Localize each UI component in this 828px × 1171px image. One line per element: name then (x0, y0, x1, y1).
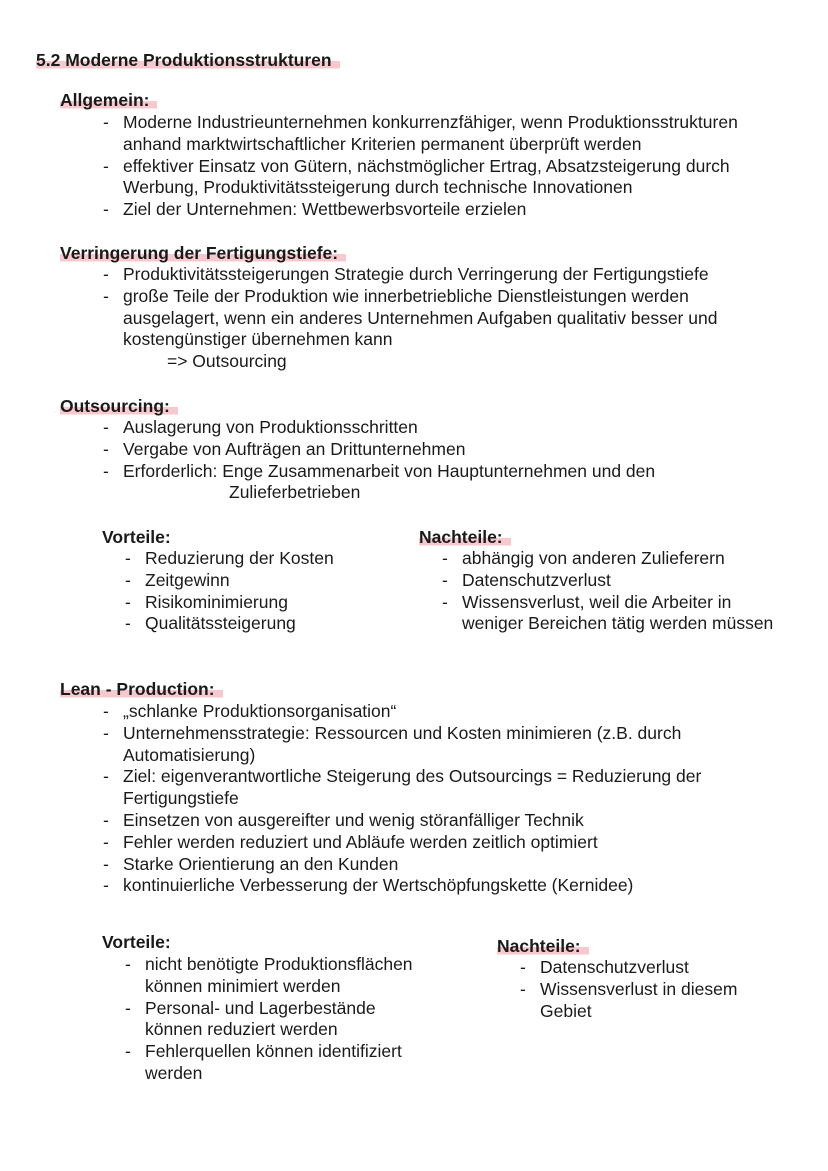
fertigung-list (101, 264, 801, 351)
list-item: - Moderne Industrieunternehmen konkurrenzfähiger, wenn Produktionsstrukturen anhand marktwirtschaftlicher Kriterien permanent überprüft werden (101, 112, 801, 156)
list-item: - Zeitgewinn (123, 570, 403, 592)
outsourcing-nachteile-heading: Nachteile: (419, 527, 511, 549)
list-item: - große Teile der Produktion wie innerbetriebliche Dienstleistungen werden ausgelagert, wenn ein anderes Unternehmen Aufgaben qualitativ besser und kostengünstiger übernehmen kann (101, 286, 801, 351)
list-item: - Fehler werden reduziert und Abläufe werden zeitlich optimiert (101, 832, 801, 854)
list-item: - Fehlerquellen können identifiziert werden (123, 1041, 453, 1085)
outsourcing-nachteile-list (440, 548, 820, 635)
lean-list (101, 701, 801, 897)
lean-vorteile-list (123, 954, 453, 1085)
list-item: - Erforderlich: Enge Zusammenarbeit von Hauptunternehmen und den (101, 461, 801, 483)
list-item: - Reduzierung der Kosten (123, 548, 403, 570)
outsourcing-arrow-note: => Outsourcing (167, 351, 287, 371)
lean-nachteile-list (518, 957, 808, 1022)
allgemein-list (101, 112, 801, 221)
list-item: - Starke Orientierung an den Kunden (101, 854, 801, 876)
outsourcing-list (101, 417, 801, 482)
list-item: - Wissensverlust in diesem Gebiet (518, 979, 808, 1023)
section-allgemein-heading: Allgemein: (60, 90, 157, 112)
list-item: - Unternehmensstrategie: Ressourcen und Kosten minimieren (z.B. durch Automatisierung) (101, 723, 801, 767)
list-item: - Datenschutzverlust (440, 570, 820, 592)
list-item: - Datenschutzverlust (518, 957, 808, 979)
list-item: - kontinuierliche Verbesserung der Wertschöpfungskette (Kernidee) (101, 875, 801, 897)
list-item: - nicht benötigte Produktionsflächen können minimiert werden (123, 954, 453, 998)
list-item: - effektiver Einsatz von Gütern, nächstmöglicher Ertrag, Absatzsteigerung durch Werbung, Produktivitätssteigerung durch technische Innovationen (101, 156, 801, 200)
section-fertigung-heading: Verringerung der Fertigungstiefe: (60, 243, 346, 265)
list-item: - Einsetzen von ausgereifter und wenig störanfälliger Technik (101, 810, 801, 832)
list-item: - Qualitätssteigerung (123, 613, 403, 635)
outsourcing-continuation: Zulieferbetrieben (229, 482, 361, 502)
list-item: - Vergabe von Aufträgen an Drittunternehmen (101, 439, 801, 461)
outsourcing-vorteile-heading: Vorteile: (102, 527, 171, 547)
list-item: - abhängig von anderen Zulieferern (440, 548, 820, 570)
page-title: 5.2 Moderne Produktionsstrukturen (36, 50, 340, 72)
outsourcing-vorteile-list (123, 548, 403, 635)
list-item: - Ziel: eigenverantwortliche Steigerung des Outsourcings = Reduzierung der Fertigungstiefe (101, 766, 801, 810)
list-item: - Produktivitätssteigerungen Strategie durch Verringerung der Fertigungstiefe (101, 264, 801, 286)
lean-nachteile-heading: Nachteile: (497, 936, 589, 958)
list-item: - „schlanke Produktionsorganisation“ (101, 701, 801, 723)
list-item: - Risikominimierung (123, 592, 403, 614)
lean-vorteile-heading: Vorteile: (102, 932, 171, 952)
list-item: - Auslagerung von Produktionsschritten (101, 417, 801, 439)
list-item: - Personal- und Lagerbestände können reduziert werden (123, 998, 453, 1042)
list-item: - Wissensverlust, weil die Arbeiter in weniger Bereichen tätig werden müssen (440, 592, 820, 636)
section-outsourcing-heading: Outsourcing: (60, 396, 178, 418)
section-lean-heading: Lean - Production: (60, 679, 223, 701)
list-item: - Ziel der Unternehmen: Wettbewerbsvorteile erzielen (101, 199, 801, 221)
